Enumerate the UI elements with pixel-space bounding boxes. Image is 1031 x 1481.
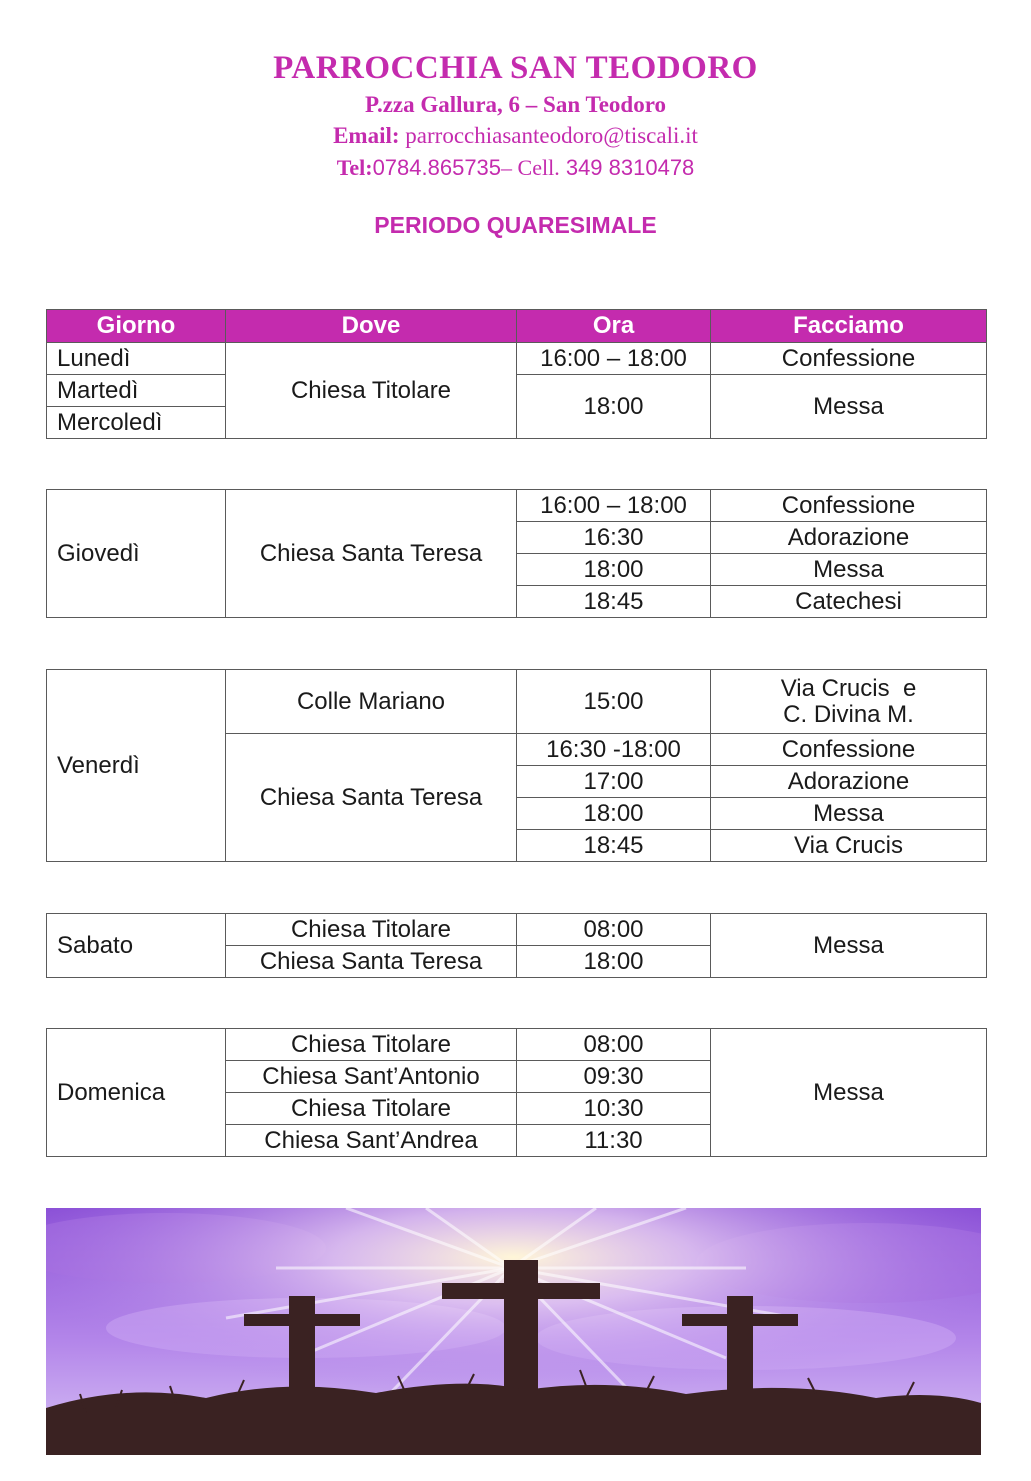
tel-number: 0784.865735 [372,155,502,180]
three-crosses-banner [46,1208,981,1455]
col-header-dove: Dove [226,310,517,343]
place-cell: Chiesa Santa Teresa [226,946,517,978]
place-cell: Chiesa Titolare [226,1029,517,1061]
schedule-table-sunday [46,1028,987,1157]
activity-cell: Catechesi [711,586,987,618]
email-link[interactable]: parrocchiasanteodoro@tiscali.it [405,123,698,148]
time-cell: 16:30 [517,522,711,554]
time-cell: 08:00 [517,1029,711,1061]
activity-cell: Confessione [711,343,987,375]
activity-cell: Confessione [711,734,987,766]
crosses-illustration-icon [46,1208,981,1455]
time-cell: 18:00 [517,375,711,439]
day-cell: Venerdì [47,670,226,862]
time-cell: 16:30 -18:00 [517,734,711,766]
activity-cell: Adorazione [711,522,987,554]
cell-label: – Cell. [501,155,560,180]
time-cell: 16:00 – 18:00 [517,490,711,522]
time-cell: 09:30 [517,1061,711,1093]
day-cell: Domenica [47,1029,226,1157]
place-cell: Chiesa Titolare [226,914,517,946]
parish-address: P.zza Gallura, 6 – San Teodoro [365,92,666,117]
schedule-table-mon-wed [46,309,987,439]
time-cell: 11:30 [517,1125,711,1157]
place-cell: Chiesa Titolare [226,343,517,439]
place-cell: Chiesa Titolare [226,1093,517,1125]
time-cell: 18:00 [517,946,711,978]
email-label: Email: [333,123,400,148]
col-header-giorno: Giorno [47,310,226,343]
activity-cell: Messa [711,375,987,439]
cell-number: 349 8310478 [565,155,695,180]
period-title: PERIODO QUARESIMALE [374,212,657,238]
time-cell: 16:00 – 18:00 [517,343,711,375]
time-cell: 18:00 [517,554,711,586]
day-cell: Lunedì [47,343,226,375]
place-cell: Chiesa Santa Teresa [226,734,517,862]
schedule-table-thursday [46,489,987,618]
time-cell: 10:30 [517,1093,711,1125]
col-header-facciamo: Facciamo [711,310,987,343]
time-cell: 18:45 [517,830,711,862]
col-header-ora: Ora [517,310,711,343]
tel-label: Tel: [336,155,373,180]
day-cell: Sabato [47,914,226,978]
place-cell: Chiesa Santa Teresa [226,490,517,618]
activity-cell: Via Crucis [711,830,987,862]
activity-cell: Adorazione [711,766,987,798]
day-cell: Giovedì [47,490,226,618]
activity-line: Via Crucis e [780,675,917,703]
place-cell: Colle Mariano [226,670,517,734]
time-cell: 18:00 [517,798,711,830]
parish-title: PARROCCHIA SAN TEODORO [273,50,758,86]
day-cell: Mercoledì [47,407,226,439]
time-cell: 18:45 [517,586,711,618]
place-cell: Chiesa Sant’Andrea [226,1125,517,1157]
activity-cell: Messa [711,1029,987,1157]
time-cell: 15:00 [517,670,711,734]
activity-cell: Messa [711,914,987,978]
parish-phone [0,155,1031,181]
time-cell: 08:00 [517,914,711,946]
schedule-table-friday [46,669,987,862]
time-cell: 17:00 [517,766,711,798]
activity-cell: Confessione [711,490,987,522]
place-cell: Chiesa Sant’Antonio [226,1061,517,1093]
activity-cell: Messa [711,554,987,586]
parish-email [0,123,1031,149]
activity-line: C. Divina M. [783,700,914,728]
day-cell: Martedì [47,375,226,407]
activity-cell [711,670,987,734]
activity-cell: Messa [711,798,987,830]
schedule-table-saturday [46,913,987,978]
